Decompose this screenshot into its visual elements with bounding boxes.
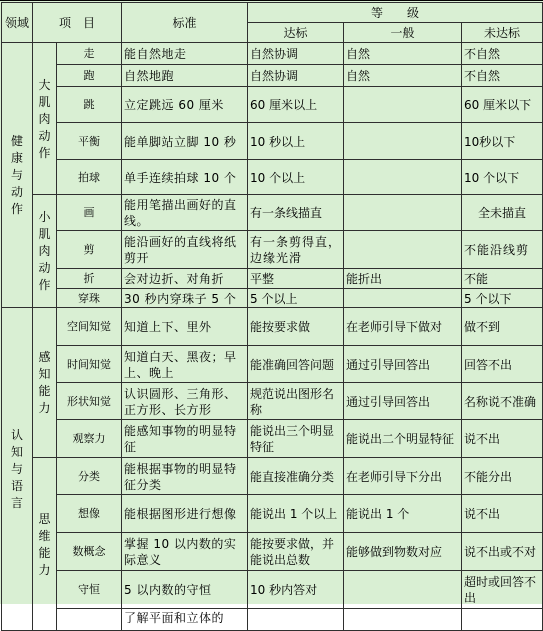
fail-cell: 10 个以下 [462, 160, 543, 195]
item-cell: 剪 [57, 231, 122, 269]
average-cell [344, 195, 462, 231]
header-pass: 达标 [248, 23, 344, 43]
pass-cell [248, 609, 344, 631]
standard-cell: 立定跳远 60 厘米 [122, 87, 248, 123]
fail-cell: 60 厘米以下 [462, 87, 543, 123]
fail-cell [462, 609, 543, 631]
header-average: 一般 [344, 23, 462, 43]
table-row [2, 87, 543, 123]
average-cell: 能折出 [344, 269, 462, 289]
fail-cell: 不自然 [462, 65, 543, 87]
table-row [2, 65, 543, 87]
section-cognition: 认知与语言 [2, 308, 33, 631]
item-cell: 跑 [57, 65, 122, 87]
average-cell: 在老师引导下分出 [344, 458, 462, 495]
pass-cell: 10 秒内答对 [248, 571, 344, 609]
fail-cell: 不能分出 [462, 458, 543, 495]
average-cell: 能够做到物数对应 [344, 533, 462, 571]
average-cell: 自然 [344, 65, 462, 87]
average-cell [344, 123, 462, 160]
standard-cell: 单手连续拍球 10 个 [122, 160, 248, 195]
pass-cell: 有一条剪得直，边缘光滑 [248, 231, 344, 269]
table-row [2, 420, 543, 458]
average-cell: 通过引导回答出 [344, 346, 462, 383]
pass-cell: 能说出三个明显特征 [248, 420, 344, 458]
average-cell [344, 160, 462, 195]
standard-cell: 能用笔描出画好的直线。 [122, 195, 248, 231]
pass-cell: 5 个以上 [248, 289, 344, 308]
table-row [2, 269, 543, 289]
table-row [2, 160, 543, 195]
fail-cell: 说不出 [462, 495, 543, 533]
header-standard: 标准 [122, 3, 248, 43]
pass-cell: 能说出 1 个以上 [248, 495, 344, 533]
average-cell: 在老师引导下做对 [344, 308, 462, 346]
item-cell: 平衡 [57, 123, 122, 160]
item-cell: 拍球 [57, 160, 122, 195]
item-cell: 数概念 [57, 533, 122, 571]
header-level: 等 级 [248, 3, 543, 23]
average-cell [344, 571, 462, 609]
standard-cell: 能根据图形进行想像 [122, 495, 248, 533]
table-row [2, 346, 543, 383]
item-cell: 跳 [57, 87, 122, 123]
fail-cell: 名称说不准确 [462, 383, 543, 420]
fail-cell: 不能沿线剪 [462, 231, 543, 269]
pass-cell: 能准确回答问题 [248, 346, 344, 383]
item-cell: 想像 [57, 495, 122, 533]
pass-cell: 能直接准确分类 [248, 458, 344, 495]
pass-cell: 自然协调 [248, 43, 344, 65]
average-cell [344, 87, 462, 123]
item-cell: 守恒 [57, 571, 122, 609]
fail-cell: 10秒以下 [462, 123, 543, 160]
table-row [2, 458, 543, 495]
pass-cell: 10 个以上 [248, 160, 344, 195]
fail-cell: 不自然 [462, 43, 543, 65]
item-cell: 分类 [57, 458, 122, 495]
pass-cell: 能按要求做 [248, 308, 344, 346]
standard-cell: 会对边折、对角折 [122, 269, 248, 289]
section-thinking: 思维能力 [33, 458, 57, 631]
item-cell: 画 [57, 195, 122, 231]
fail-cell: 回答不出 [462, 346, 543, 383]
header-row-1 [2, 3, 543, 23]
table-row [2, 43, 543, 65]
header-domain: 领域 [2, 3, 33, 43]
item-cell: 走 [57, 43, 122, 65]
pass-cell: 自然协调 [248, 65, 344, 87]
table-row [2, 495, 543, 533]
average-cell [344, 231, 462, 269]
fail-cell: 说不出或不对 [462, 533, 543, 571]
pass-cell: 10 秒以上 [248, 123, 344, 160]
standard-cell: 知道上下、里外 [122, 308, 248, 346]
fail-cell: 做不到 [462, 308, 543, 346]
pass-cell: 能按要求做，并能说出总数 [248, 533, 344, 571]
table-row [2, 123, 543, 160]
average-cell: 能说出二个明显特征 [344, 420, 462, 458]
item-cell: 穿珠 [57, 289, 122, 308]
fail-cell: 不能 [462, 269, 543, 289]
standard-cell: 30 秒内穿珠子 5 个 [122, 289, 248, 308]
standard-cell: 掌握 10 以内数的实际意义 [122, 533, 248, 571]
fail-cell: 全未描直 [462, 195, 543, 231]
evaluation-table [1, 2, 543, 631]
header-fail: 未达标 [462, 23, 543, 43]
item-cell: 折 [57, 269, 122, 289]
table-row [2, 231, 543, 269]
item-cell [57, 609, 122, 631]
item-cell: 观察力 [57, 420, 122, 458]
section-small-muscle: 小肌肉动作 [33, 195, 57, 308]
pass-cell: 规范说出图形名称 [248, 383, 344, 420]
standard-cell: 能沿画好的直线将纸剪开 [122, 231, 248, 269]
standard-cell: 能自然地走 [122, 43, 248, 65]
standard-cell: 自然地跑 [122, 65, 248, 87]
standard-cell: 能根据事物的明显特征分类 [122, 458, 248, 495]
item-cell: 形状知觉 [57, 383, 122, 420]
section-large-muscle: 大肌肉动作 [33, 43, 57, 195]
pass-cell: 60 厘米以上 [248, 87, 344, 123]
standard-cell: 知道白天、黑夜；早上、晚上 [122, 346, 248, 383]
average-cell [344, 289, 462, 308]
standard-cell: 了解平面和立体的 [122, 609, 248, 631]
fail-cell: 5 个以下 [462, 289, 543, 308]
section-perception: 感知能力 [33, 308, 57, 458]
average-cell [344, 609, 462, 631]
standard-cell: 5 以内数的守恒 [122, 571, 248, 609]
average-cell: 自然 [344, 43, 462, 65]
table-row [2, 571, 543, 609]
standard-cell: 能感知事物的明显特征 [122, 420, 248, 458]
standard-cell: 能单脚站立脚 10 秒 [122, 123, 248, 160]
top-border [0, 0, 543, 1]
item-cell: 空间知觉 [57, 308, 122, 346]
table-row [2, 383, 543, 420]
section-health: 健康与动作 [2, 43, 33, 308]
table-row [2, 308, 543, 346]
average-cell: 通过引导回答出 [344, 383, 462, 420]
fail-cell: 说不出 [462, 420, 543, 458]
table-row [2, 195, 543, 231]
table-row-partial [2, 609, 543, 631]
pass-cell: 有一条线描直 [248, 195, 344, 231]
table-row [2, 533, 543, 571]
standard-cell: 认识圆形、三角形、正方形、长方形 [122, 383, 248, 420]
header-item: 项 目 [33, 3, 122, 43]
table-row [2, 289, 543, 308]
pass-cell: 平整 [248, 269, 344, 289]
item-cell: 时间知觉 [57, 346, 122, 383]
average-cell: 能说出 1 个 [344, 495, 462, 533]
fail-cell: 超时或回答不出 [462, 571, 543, 609]
